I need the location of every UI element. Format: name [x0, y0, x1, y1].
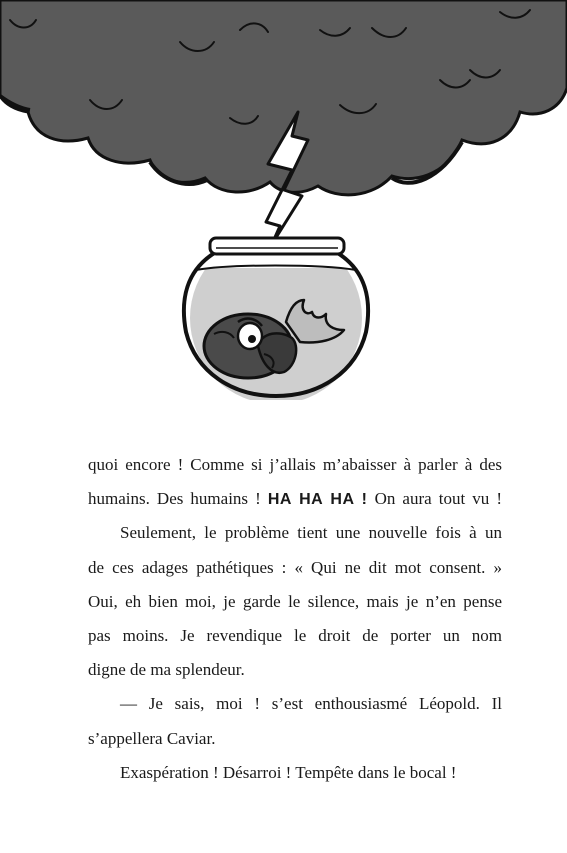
text-fragment: humains. Des humains ! [88, 489, 268, 509]
shout-text: HA HA HA ! [267, 491, 368, 509]
text-line: quoi encore ! Comme si j’allais m’abaisser à parler à des [88, 455, 502, 474]
storm-illustration [0, 0, 567, 400]
text-line: Exaspération ! Désarroi ! Tempête dans le bocal ! [120, 762, 457, 782]
text-line: de ces adages pathétiques : « Qui ne dit mot consent. » [88, 557, 502, 577]
text-line [88, 482, 502, 516]
text-line: Seulement, le problème tient une nouvelle fois à un [120, 523, 502, 543]
text-line: digne de ma splendeur. [88, 660, 245, 680]
text-line: pas moins. Je revendique le droit de porter un nom [88, 625, 502, 645]
text-line: Oui, eh bien moi, je garde le silence, mais je n’en pense [88, 591, 502, 611]
text-fragment: On aura tout vu ! [367, 489, 502, 509]
text-line: s’appellera Caviar. [88, 728, 216, 748]
body-text [88, 448, 502, 790]
fishbowl-icon [180, 238, 380, 400]
text-line: — Je sais, moi ! s’est enthousiasmé Léopold. Il [120, 694, 502, 714]
